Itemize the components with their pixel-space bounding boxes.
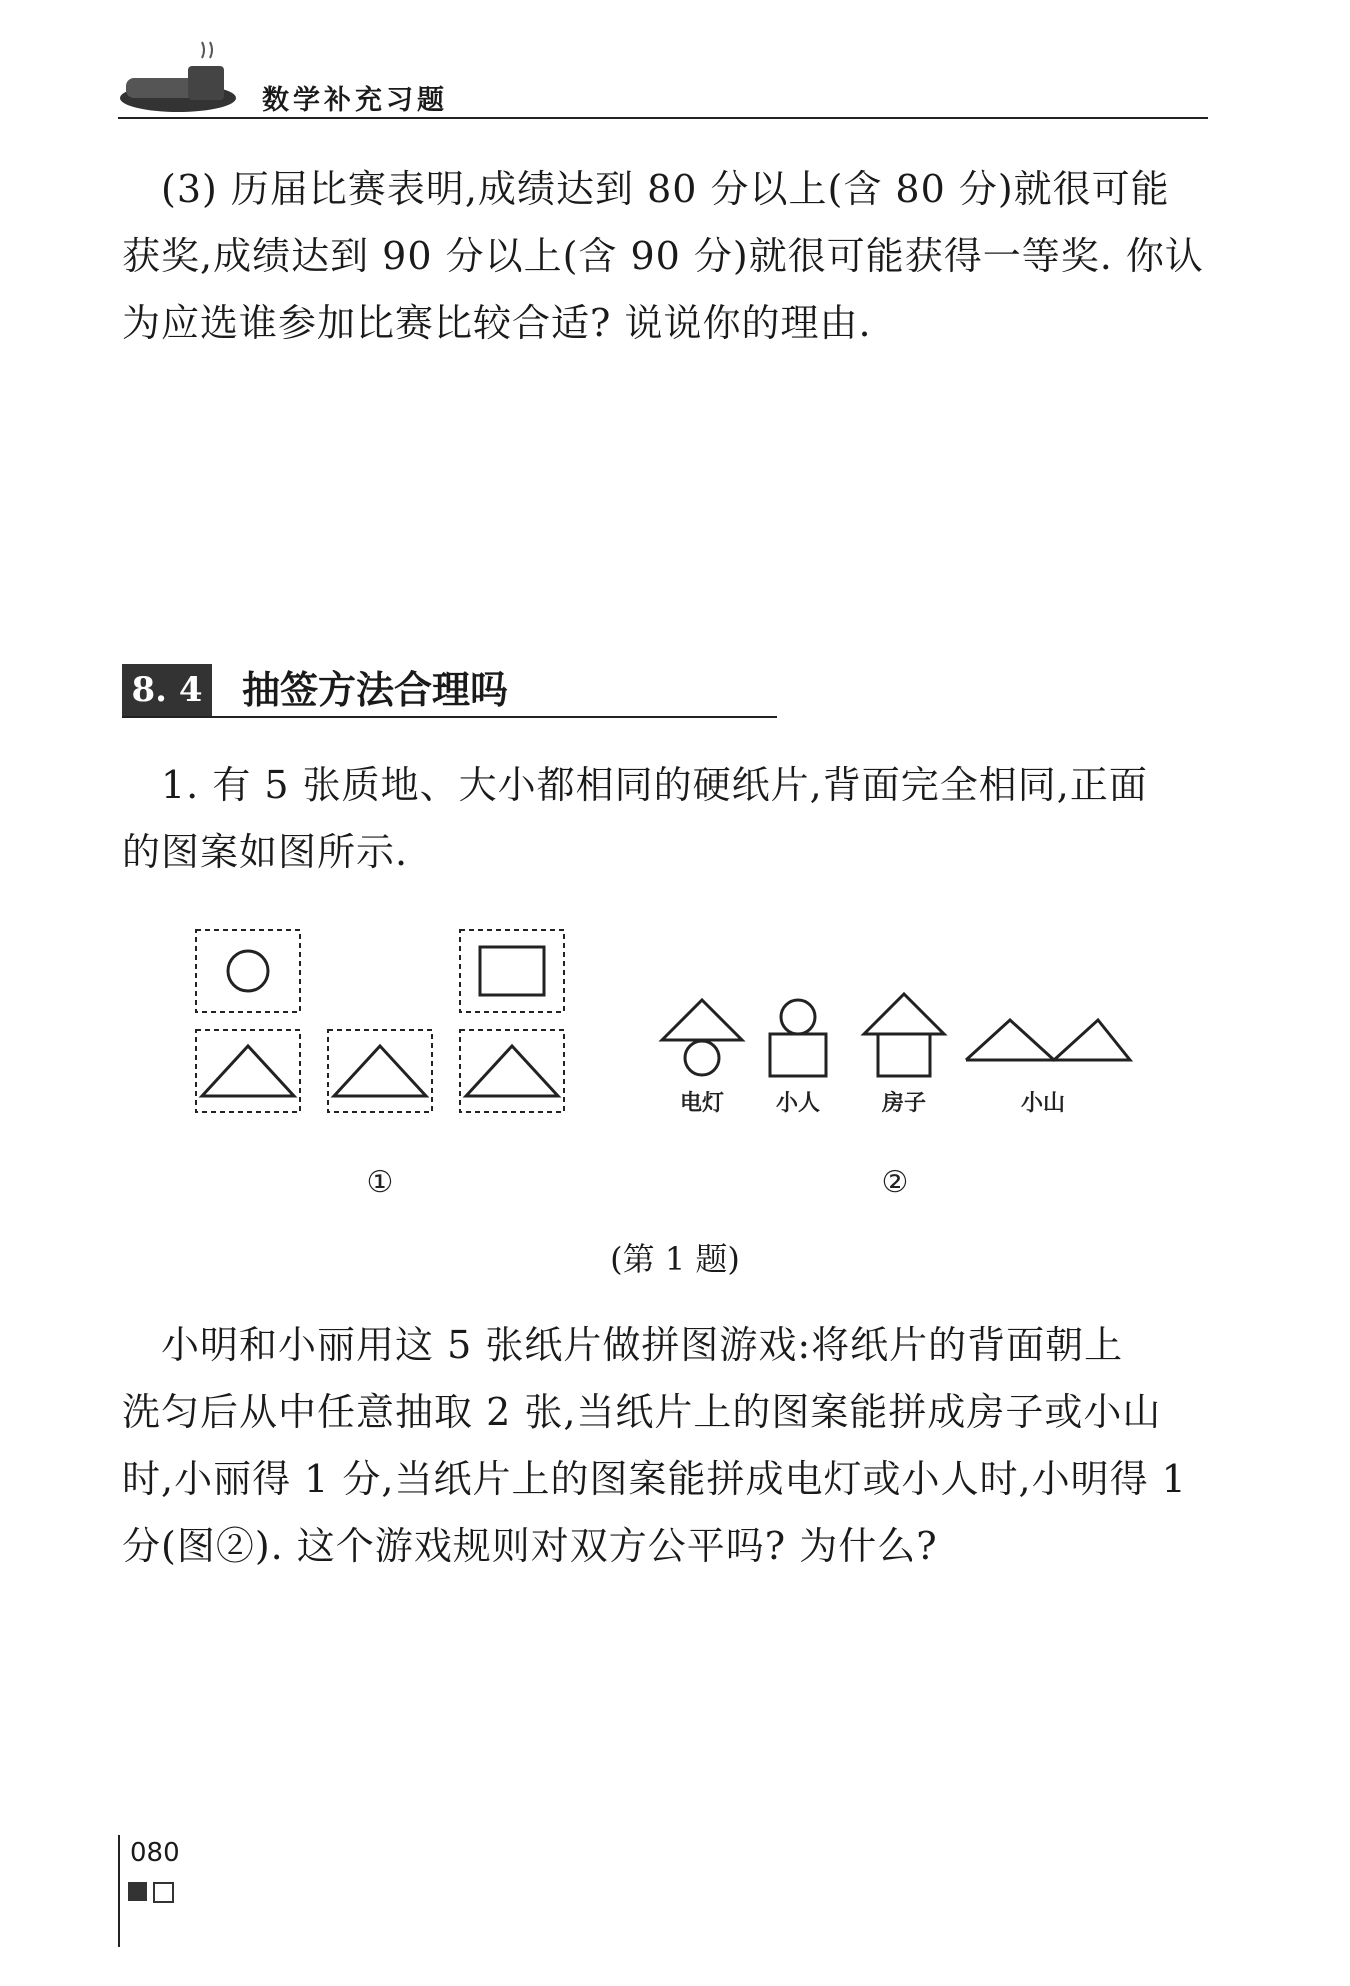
footer-divider — [118, 1835, 120, 1947]
header-divider — [118, 117, 1208, 119]
problem-1-figure — [0, 900, 1350, 1220]
card-triangle — [328, 1030, 432, 1112]
card-circle — [196, 930, 300, 1012]
label-house: 房子 — [881, 1091, 927, 1116]
section-divider — [122, 716, 777, 718]
label-person: 小人 — [775, 1091, 821, 1116]
mountain-shape — [966, 1020, 1130, 1060]
card-rectangle — [460, 930, 564, 1012]
section-title: 抽签方法合理吗 — [242, 668, 509, 712]
problem-1-body — [122, 1312, 1212, 1580]
figure-label-2: ② — [881, 1165, 909, 1200]
empty-square-icon — [153, 1882, 174, 1903]
person-shape — [770, 1000, 826, 1076]
problem-1-text — [122, 752, 1212, 886]
label-mountain: 小山 — [1020, 1091, 1066, 1116]
text-line: 洗匀后从中任意抽取 2 张,当纸片上的图案能拼成房子或小山 — [122, 1390, 1162, 1434]
header-title: 数学补充习题 — [262, 85, 448, 116]
text-line: 小明和小丽用这 5 张纸片做拼图游戏:将纸片的背面朝上 — [122, 1323, 1124, 1367]
text-line: 的图案如图所示. — [122, 830, 409, 874]
text-line: 1. 有 5 张质地、大小都相同的硬纸片,背面完全相同,正面 — [122, 763, 1148, 807]
card-triangle — [460, 1030, 564, 1112]
filled-square-icon — [128, 1882, 147, 1901]
lamp-shape — [662, 1000, 742, 1075]
page-number: 080 — [130, 1838, 180, 1868]
header-logo-icon — [118, 28, 238, 120]
text-line: (3) 历届比赛表明,成绩达到 80 分以上(含 80 分)就很可能 — [122, 167, 1170, 211]
text-line: 获奖,成绩达到 90 分以上(含 90 分)就很可能获得一等奖. 你认 — [122, 234, 1204, 278]
house-shape — [864, 994, 944, 1076]
figure-caption: (第 1 题) — [610, 1240, 740, 1278]
text-line: 分(图②). 这个游戏规则对双方公平吗? 为什么? — [122, 1524, 938, 1568]
section-number: 8. 4 — [122, 664, 212, 716]
figure-label-1: ① — [366, 1165, 394, 1200]
card-triangle — [196, 1030, 300, 1112]
text-line: 为应选谁参加比赛比较合适? 说说你的理由. — [122, 301, 872, 345]
text-line: 时,小丽得 1 分,当纸片上的图案能拼成电灯或小人时,小明得 1 — [122, 1457, 1187, 1501]
question-3-text — [122, 156, 1212, 357]
label-lamp: 电灯 — [679, 1091, 725, 1116]
